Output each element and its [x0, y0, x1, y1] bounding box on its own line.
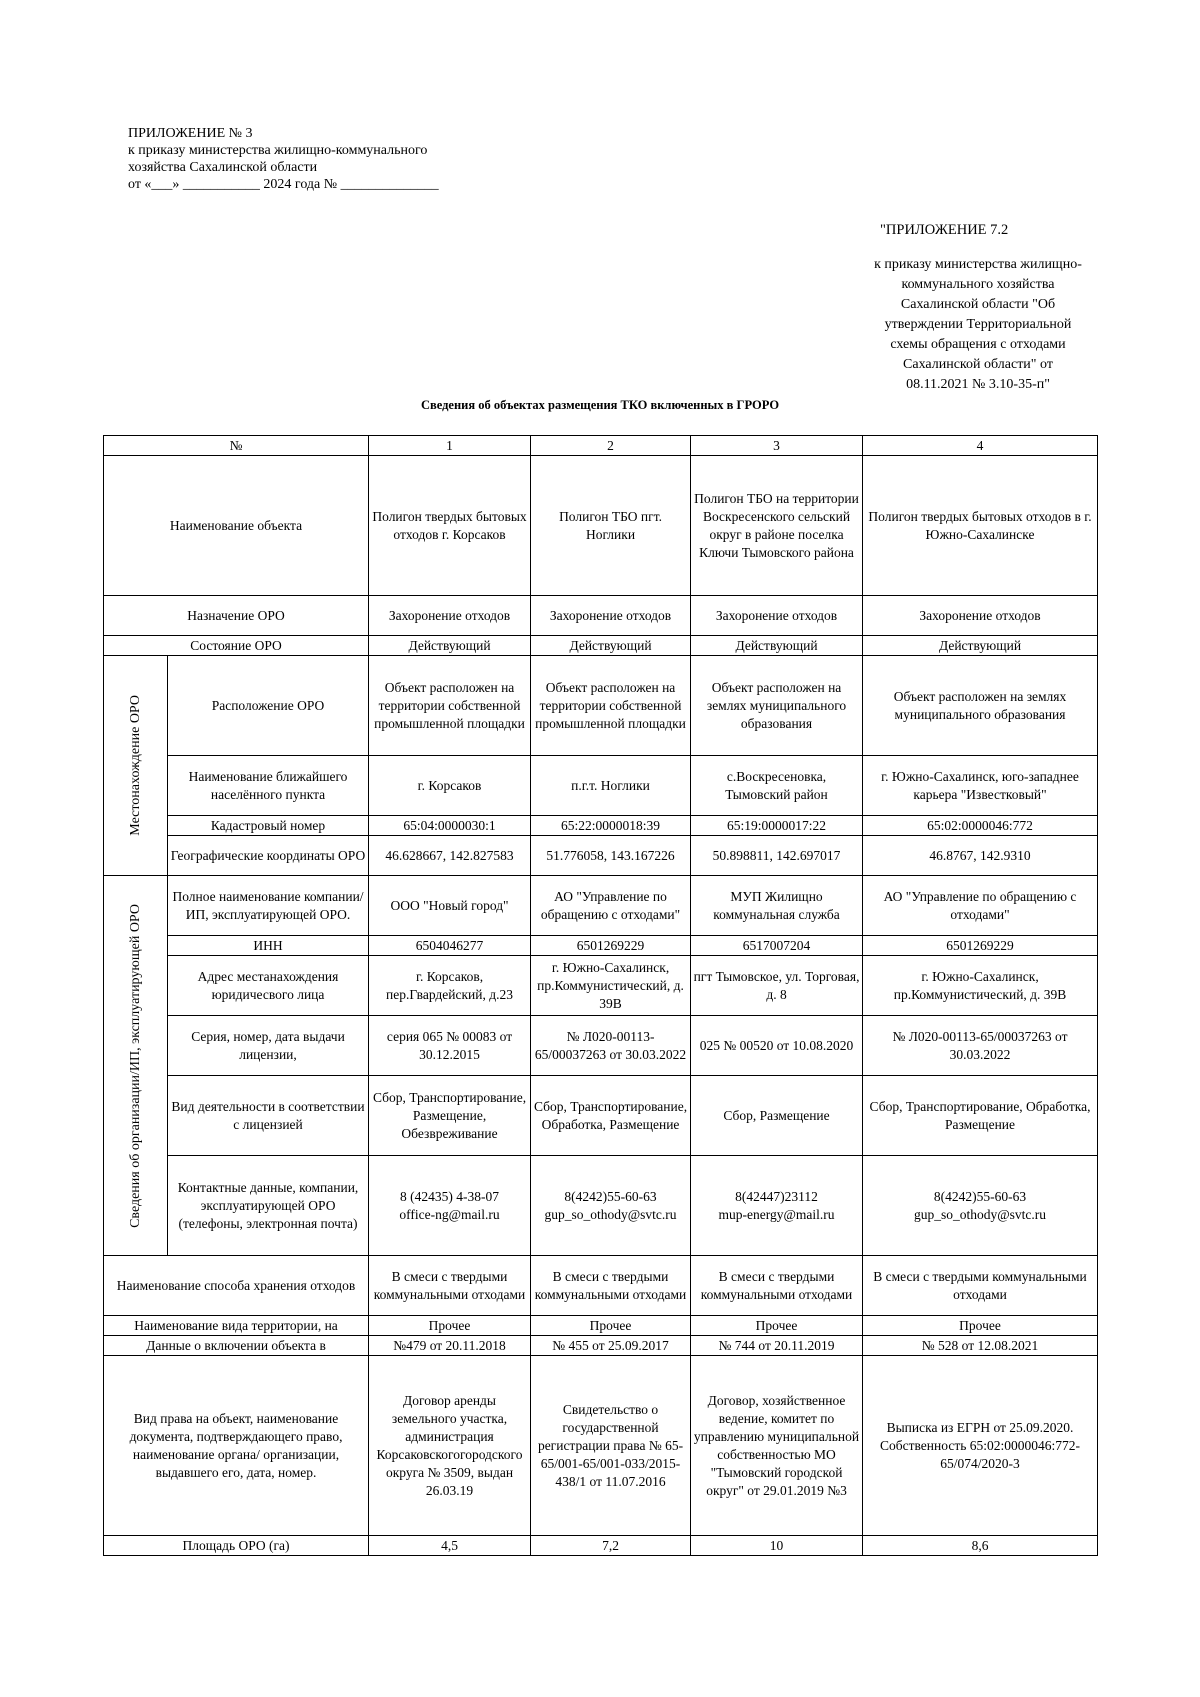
table-cell: № Л020-00113-65/00037263 от 30.03.2022: [531, 1016, 691, 1076]
table-cell: № Л020-00113-65/00037263 от 30.03.2022: [863, 1016, 1098, 1076]
contact-phone: 8(4242)55-60-63: [564, 1188, 657, 1204]
table-cell: Сбор, Размещение: [691, 1076, 863, 1156]
table-cell: Захоронение отходов: [531, 596, 691, 636]
table-row: [104, 1336, 1098, 1356]
document-title: Сведения об объектах размещения ТКО включенных в ГРОРО: [420, 398, 780, 412]
group-org: [104, 876, 168, 1256]
appendix-line: от «___» ___________ 2024 года № ______________: [128, 177, 439, 192]
row-label: Наименование вида территории, на: [104, 1316, 369, 1336]
row-label: Расположение ОРО: [168, 656, 369, 756]
annex-line: коммунального хозяйства: [901, 277, 1055, 292]
table-row: [104, 1536, 1098, 1556]
table-cell: г. Южно-Сахалинск, пр.Коммунистический, д. 39В: [531, 956, 691, 1016]
table-cell: № 744 от 20.11.2019: [691, 1336, 863, 1356]
row-label: Адрес местанахождения юридичесвого лица: [168, 956, 369, 1016]
annex-line: Сахалинской области" от: [903, 357, 1053, 372]
contact-email: gup_so_othody@svtc.ru: [913, 1206, 1047, 1222]
table-cell: п.г.т. Ноглики: [531, 756, 691, 816]
table-cell: В смеси с твердыми коммунальными отходами: [369, 1256, 531, 1316]
table-cell: ООО "Новый город": [369, 876, 531, 936]
table-cell: г. Корсаков, пер.Гвардейский, д.23: [369, 956, 531, 1016]
table-cell: В смеси с твердыми коммунальными отходами: [863, 1256, 1098, 1316]
table-cell: 4,5: [369, 1536, 531, 1556]
column-number: 4: [863, 436, 1098, 456]
table-row: [104, 956, 1098, 1016]
row-label: Наименование способа хранения отходов: [104, 1256, 369, 1316]
table-row: [104, 436, 1098, 456]
annex-line: 08.11.2021 № 3.10-35-п": [906, 377, 1050, 392]
table-cell: [863, 1156, 1098, 1256]
table-cell: Полигон твердых бытовых отходов г. Корсаков: [369, 456, 531, 596]
table-cell: Захоронение отходов: [863, 596, 1098, 636]
contact-email: gup_so_othody@svtc.ru: [544, 1206, 677, 1222]
appendix-line: к приказу министерства жилищно-коммунального: [128, 143, 428, 158]
row-label: Площадь ОРО (га): [104, 1536, 369, 1556]
table-row: [104, 596, 1098, 636]
table-cell: Действующий: [531, 636, 691, 656]
row-label: Кадастровый номер: [168, 816, 369, 836]
table-row: [104, 1256, 1098, 1316]
contact-phone: 8(42447)23112: [735, 1188, 818, 1204]
table-cell: АО "Управление по обращению с отходами": [531, 876, 691, 936]
group-location: [104, 656, 168, 876]
table-cell: 65:22:0000018:39: [531, 816, 691, 836]
group-location-label: Местонахождение ОРО: [127, 695, 143, 836]
table-cell: г. Южно-Сахалинск, пр.Коммунистический, д. 39В: [863, 956, 1098, 1016]
table-cell: Выписка из ЕГРН от 25.09.2020. Собственность 65:02:0000046:772-65/074/2020-3: [863, 1356, 1098, 1536]
table-cell: № 455 от 25.09.2017: [531, 1336, 691, 1356]
table-cell: 46.628667, 142.827583: [369, 836, 531, 876]
annex-text: [848, 255, 1108, 395]
row-label: Контактные данные, компании, эксплуатирующей ОРО (телефоны, электронная почта): [168, 1156, 369, 1256]
table-cell: 025 № 00520 от 10.08.2020: [691, 1016, 863, 1076]
table-cell: Захоронение отходов: [691, 596, 863, 636]
column-number: 1: [369, 436, 531, 456]
table-cell: Действующий: [691, 636, 863, 656]
row-label: Вид деятельности в соответствии с лицензией: [168, 1076, 369, 1156]
table-cell: Захоронение отходов: [369, 596, 531, 636]
table-cell: серия 065 № 00083 от 30.12.2015: [369, 1016, 531, 1076]
table-cell: 10: [691, 1536, 863, 1556]
table-cell: [531, 1156, 691, 1256]
table-cell: №479 от 20.11.2018: [369, 1336, 531, 1356]
row-label: Серия, номер, дата выдачи лицензии,: [168, 1016, 369, 1076]
table-cell: Свидетельство о государственной регистрации права № 65-65/001-65/001-033/2015-438/1 от 11.07.2016: [531, 1356, 691, 1536]
objects-table: [103, 435, 1098, 1556]
table-cell: 6517007204: [691, 936, 863, 956]
column-number: 2: [531, 436, 691, 456]
table-cell: [369, 1156, 531, 1256]
table-row: [104, 1016, 1098, 1076]
table-cell: 65:02:0000046:772: [863, 816, 1098, 836]
contact-phone: 8 (42435) 4-38-07: [400, 1188, 499, 1204]
table-row: [104, 1076, 1098, 1156]
table-cell: 8,6: [863, 1536, 1098, 1556]
table-cell: Договор, хозяйственное ведение, комитет по управлению муниципальной собственностью МО "Тымовский городской округ" от 29.01.2019 №3: [691, 1356, 863, 1536]
num-header: №: [104, 436, 369, 456]
table-row: [104, 656, 1098, 756]
table-cell: Прочее: [691, 1316, 863, 1336]
row-label: ИНН: [168, 936, 369, 956]
table-row: [104, 836, 1098, 876]
table-cell: 7,2: [531, 1536, 691, 1556]
table-cell: Объект расположен на территории собственной промышленной площадки: [531, 656, 691, 756]
annex-line: схемы обращения с отходами: [890, 337, 1066, 352]
table-cell: Прочее: [531, 1316, 691, 1336]
row-label: Назначение ОРО: [104, 596, 369, 636]
table-cell: Полигон твердых бытовых отходов в г. Южно-Сахалинске: [863, 456, 1098, 596]
table-cell: Полигон ТБО на территории Воскресенского сельский округ в районе поселка Ключи Тымовского района: [691, 456, 863, 596]
table-row: [104, 816, 1098, 836]
table-cell: Договор аренды земельного участка, администрация Корсаковскогогородского округа № 3509, выдан 26.03.19: [369, 1356, 531, 1536]
row-label: Географические координаты ОРО: [168, 836, 369, 876]
table-cell: МУП Жилищно коммунальная служба: [691, 876, 863, 936]
row-label: Данные о включении объекта в: [104, 1336, 369, 1356]
annex-title: "ПРИЛОЖЕНИЕ 7.2: [880, 222, 1009, 238]
table-cell: Действующий: [863, 636, 1098, 656]
table-cell: 6501269229: [531, 936, 691, 956]
column-number: 3: [691, 436, 863, 456]
table-cell: В смеси с твердыми коммунальными отходами: [691, 1256, 863, 1316]
table-cell: г. Южно-Сахалинск, юго-западнее карьера "Известковый": [863, 756, 1098, 816]
table-cell: 65:04:0000030:1: [369, 816, 531, 836]
table-cell: 50.898811, 142.697017: [691, 836, 863, 876]
table-cell: Действующий: [369, 636, 531, 656]
table-cell: В смеси с твердыми коммунальными отходами: [531, 1256, 691, 1316]
table-cell: № 528 от 12.08.2021: [863, 1336, 1098, 1356]
contact-phone: 8(4242)55-60-63: [933, 1188, 1027, 1204]
table-cell: Полигон ТБО пгт. Ноглики: [531, 456, 691, 596]
table-cell: с.Воскресеновка, Тымовский район: [691, 756, 863, 816]
table-cell: Сбор, Транспортирование, Размещение, Обезвреживание: [369, 1076, 531, 1156]
appendix-header: [128, 125, 439, 193]
table-row: [104, 876, 1098, 936]
table-cell: г. Корсаков: [369, 756, 531, 816]
table-row: [104, 1316, 1098, 1336]
row-label: Состояние ОРО: [104, 636, 369, 656]
appendix-number: ПРИЛОЖЕНИЕ № 3: [128, 126, 253, 141]
table-row: [104, 756, 1098, 816]
table-cell: Объект расположен на территории собственной промышленной площадки: [369, 656, 531, 756]
table-cell: АО "Управление по обращению с отходами": [863, 876, 1098, 936]
group-org-label: Сведения об организации/ИП, эксплуатирующей ОРО: [127, 903, 143, 1228]
table-cell: 65:19:0000017:22: [691, 816, 863, 836]
annex-line: утверждении Территориальной: [884, 317, 1072, 332]
annex-line: к приказу министерства жилищно-: [874, 257, 1082, 272]
appendix-line: хозяйства Сахалинской области: [128, 160, 318, 175]
contact-email: office-ng@mail.ru: [399, 1206, 500, 1222]
table-row: [104, 1356, 1098, 1536]
table-cell: Сбор, Транспортирование, Обработка, Размещение: [863, 1076, 1098, 1156]
contact-email: mup-energy@mail.ru: [718, 1206, 835, 1222]
annex-line: Сахалинской области "Об: [900, 297, 1056, 312]
table-row: [104, 1156, 1098, 1256]
table-cell: 6501269229: [863, 936, 1098, 956]
table-row: [104, 456, 1098, 596]
table-cell: Прочее: [369, 1316, 531, 1336]
table-cell: Сбор, Транспортирование, Обработка, Размещение: [531, 1076, 691, 1156]
table-row: [104, 936, 1098, 956]
table-cell: 46.8767, 142.9310: [863, 836, 1098, 876]
table-cell: Объект расположен на землях муниципального образования: [863, 656, 1098, 756]
table-cell: Объект расположен на землях муниципального образования: [691, 656, 863, 756]
table-cell: 6504046277: [369, 936, 531, 956]
row-label: Наименование объекта: [104, 456, 369, 596]
table-cell: [691, 1156, 863, 1256]
table-row: [104, 636, 1098, 656]
row-label: Наименование ближайшего населённого пункта: [168, 756, 369, 816]
row-label: Полное наименование компании/ИП, эксплуатирующей ОРО.: [168, 876, 369, 936]
table-cell: 51.776058, 143.167226: [531, 836, 691, 876]
row-label: Вид права на объект, наименование документа, подтверждающего право, наименование органа/ организации, выдавшего его, дата, номер.: [104, 1356, 369, 1536]
table-cell: пгт Тымовское, ул. Торговая, д. 8: [691, 956, 863, 1016]
table-cell: Прочее: [863, 1316, 1098, 1336]
